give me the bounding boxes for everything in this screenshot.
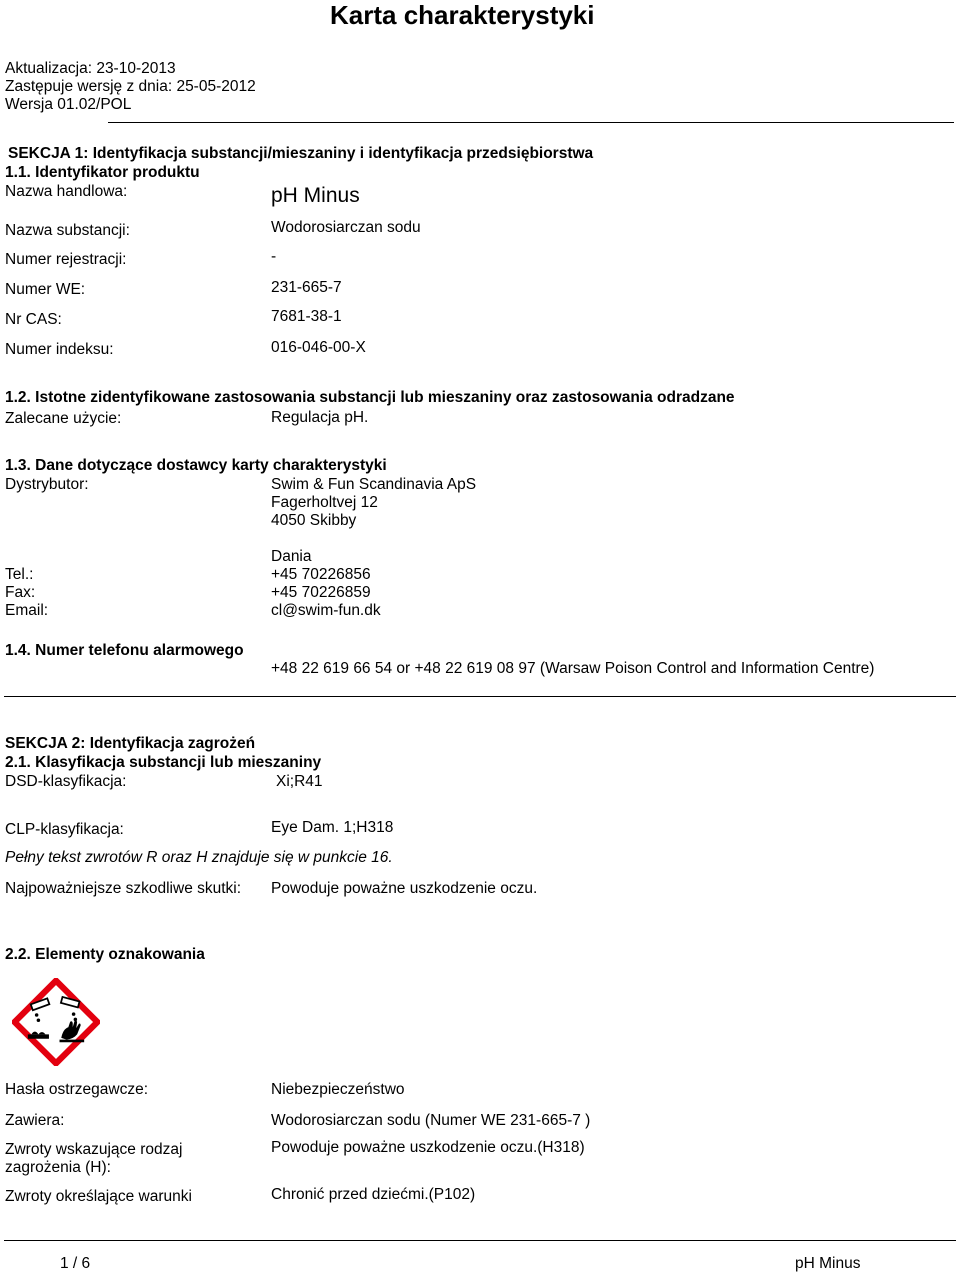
hazard-statements-label: Zwroty wskazujące rodzaj <box>5 1141 183 1158</box>
cas-number-label: Nr CAS: <box>5 311 62 328</box>
address-country: Dania <box>271 548 312 565</box>
subsection-1-2-heading: 1.2. Istotne zidentyfikowane zastosowania substancji lub mieszaniny oraz zastosowania odradzane <box>5 389 735 406</box>
hazard-statements-label-2: zagrożenia (H): <box>5 1159 111 1176</box>
distributor-label: Dystrybutor: <box>5 476 89 493</box>
signal-word-value: Niebezpieczeństwo <box>271 1081 405 1098</box>
address-line: 4050 Skibby <box>271 512 357 529</box>
signal-word-label: Hasła ostrzegawcze: <box>5 1081 149 1098</box>
contains-value: Wodorosiarczan sodu (Numer WE 231-665-7 ) <box>271 1112 591 1129</box>
contains-label: Zawiera: <box>5 1112 65 1129</box>
fax-label: Fax: <box>5 584 36 601</box>
full-text-note: Pełny tekst zwrotów R oraz H znajduje się w punkcie 16. <box>5 849 393 866</box>
fax-value: +45 70226859 <box>271 584 371 601</box>
subsection-1-4-heading: 1.4. Numer telefonu alarmowego <box>5 642 244 659</box>
trade-name-label: Nazwa handlowa: <box>5 183 128 200</box>
replaces-version: Zastępuje wersję z dnia: 25-05-2012 <box>5 78 256 95</box>
email-link[interactable]: cl@swim-fun.dk <box>271 602 381 619</box>
footer-product-name: pH Minus <box>795 1255 861 1272</box>
clp-classification-value: Eye Dam. 1;H318 <box>271 819 394 836</box>
section-1-heading: SEKCJA 1: Identyfikacja substancji/mieszaniny i identyfikacja przedsiębiorstwa <box>8 145 594 162</box>
effects-label: Najpoważniejsze szkodliwe skutki: <box>5 880 242 897</box>
registration-value: - <box>271 248 277 265</box>
address-line: Fagerholtvej 12 <box>271 494 378 511</box>
emergency-phone-value: +48 22 619 66 54 or +48 22 619 08 97 (Warsaw Poison Control and Information Centre) <box>271 660 875 677</box>
registration-label: Numer rejestracji: <box>5 251 127 268</box>
subsection-2-2-heading: 2.2. Elementy oznakowania <box>5 946 205 963</box>
precautionary-statements-value: Chronić przed dziećmi.(P102) <box>271 1186 476 1203</box>
tel-label: Tel.: <box>5 566 34 583</box>
page-number: 1 / 6 <box>60 1255 91 1272</box>
hazard-statements-value: Powoduje poważne uszkodzenie oczu.(H318) <box>271 1139 585 1156</box>
subsection-2-1-heading: 2.1. Klasyfikacja substancji lub mieszaniny <box>5 754 322 771</box>
index-number-value: 016-046-00-X <box>271 339 366 356</box>
cas-number-value: 7681-38-1 <box>271 308 342 325</box>
precautionary-statements-label: Zwroty określające warunki <box>5 1188 192 1205</box>
address-line: Swim & Fun Scandinavia ApS <box>271 476 477 493</box>
header-divider <box>108 122 954 123</box>
dsd-classification-label: DSD-klasyfikacja: <box>5 773 127 790</box>
trade-name-value: pH Minus <box>271 184 360 207</box>
version-number: Wersja 01.02/POL <box>5 96 132 113</box>
substance-name-value: Wodorosiarczan sodu <box>271 219 421 236</box>
recommended-use-label: Zalecane użycie: <box>5 410 122 427</box>
dsd-classification-value: Xi;R41 <box>276 773 323 790</box>
section-2-heading: SEKCJA 2: Identyfikacja zagrożeń <box>5 735 256 752</box>
we-number-label: Numer WE: <box>5 281 86 298</box>
footer-divider <box>4 1240 956 1241</box>
subsection-1-3-heading: 1.3. Dane dotyczące dostawcy karty charakterystyki <box>5 457 387 474</box>
clp-classification-label: CLP-klasyfikacja: <box>5 821 124 838</box>
section-1-divider <box>4 696 956 697</box>
tel-value: +45 70226856 <box>271 566 371 583</box>
document-title: Karta charakterystyki <box>330 0 595 30</box>
index-number-label: Numer indeksu: <box>5 341 114 358</box>
email-label: Email: <box>5 602 49 619</box>
ghs05-corrosion-icon <box>12 978 100 1066</box>
substance-name-label: Nazwa substancji: <box>5 222 130 239</box>
we-number-value: 231-665-7 <box>271 279 342 296</box>
effects-value: Powoduje poważne uszkodzenie oczu. <box>271 880 538 897</box>
update-date: Aktualizacja: 23-10-2013 <box>5 60 176 77</box>
recommended-use-value: Regulacja pH. <box>271 409 369 426</box>
subsection-1-1-heading: 1.1. Identyfikator produktu <box>5 164 200 181</box>
